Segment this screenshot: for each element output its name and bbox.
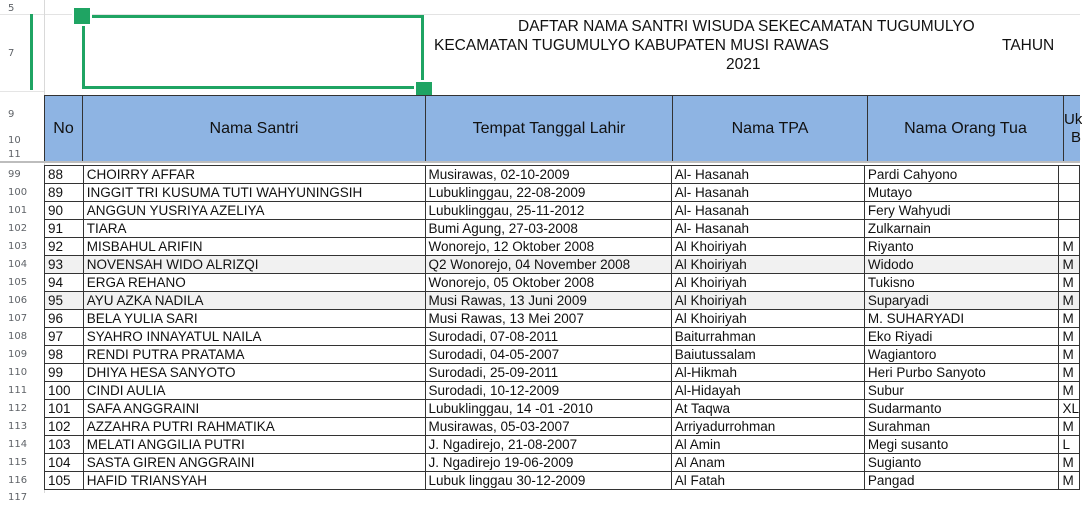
- row-number[interactable]: 9: [8, 109, 15, 120]
- cell-no[interactable]: 101: [45, 400, 84, 418]
- cell-tpa[interactable]: Baiutussalam: [671, 346, 864, 364]
- cell-orang-tua[interactable]: Heri Purbo Sanyoto: [864, 364, 1059, 382]
- cell-ttl[interactable]: Musirawas, 05-03-2007: [425, 418, 671, 436]
- cell-ttl[interactable]: J. Ngadirejo 19-06-2009: [425, 454, 671, 472]
- cell-tpa[interactable]: Al-Hidayah: [671, 382, 864, 400]
- cell-nama-santri[interactable]: SYAHRO INNAYATUL NAILA: [83, 328, 425, 346]
- cell-orang-tua[interactable]: M. SUHARYADI: [864, 310, 1059, 328]
- table-row[interactable]: [45, 310, 1080, 328]
- row-number[interactable]: 102: [8, 223, 28, 234]
- cell-ttl[interactable]: Surodadi, 25-09-2011: [425, 364, 671, 382]
- column-header-tpa[interactable]: Nama TPA: [672, 95, 868, 162]
- cell-no[interactable]: 90: [45, 202, 84, 220]
- table-row[interactable]: [45, 328, 1080, 346]
- cell-tpa[interactable]: Al Amin: [671, 436, 864, 454]
- cell-no[interactable]: 94: [45, 274, 84, 292]
- row-number[interactable]: 101: [8, 205, 28, 216]
- table-row[interactable]: [45, 364, 1080, 382]
- cell-ttl[interactable]: Lubuklinggau, 14 -01 -2010: [425, 400, 671, 418]
- row-number[interactable]: 114: [8, 439, 28, 450]
- cell-tpa[interactable]: Al Fatah: [671, 472, 864, 490]
- table-row[interactable]: [45, 256, 1080, 274]
- cell-no[interactable]: 96: [45, 310, 84, 328]
- cell-tpa[interactable]: Arriyadurrohman: [671, 418, 864, 436]
- cell-ttl[interactable]: Surodadi, 10-12-2009: [425, 382, 671, 400]
- cell-orang-tua[interactable]: Sugianto: [864, 454, 1059, 472]
- cell-tpa[interactable]: Al- Hasanah: [671, 220, 864, 238]
- cell-ukuran[interactable]: M: [1059, 256, 1080, 274]
- cell-ukuran[interactable]: M: [1059, 454, 1080, 472]
- cell-tpa[interactable]: Al Khoiriyah: [671, 292, 864, 310]
- cell-nama-santri[interactable]: AYU AZKA NADILA: [83, 292, 425, 310]
- cell-orang-tua[interactable]: Eko Riyadi: [864, 328, 1059, 346]
- cell-no[interactable]: 88: [45, 166, 84, 184]
- row-number[interactable]: 99: [8, 169, 21, 180]
- table-row[interactable]: [45, 292, 1080, 310]
- cell-ukuran[interactable]: M: [1059, 310, 1080, 328]
- row-number[interactable]: 108: [8, 331, 28, 342]
- cell-nama-santri[interactable]: RENDI PUTRA PRATAMA: [83, 346, 425, 364]
- table-row[interactable]: [45, 166, 1080, 184]
- table-row[interactable]: [45, 436, 1080, 454]
- cell-nama-santri[interactable]: DHIYA HESA SANYOTO: [83, 364, 425, 382]
- title-line-2-right: TAHUN: [1002, 37, 1055, 54]
- cell-tpa[interactable]: Al- Hasanah: [671, 166, 864, 184]
- table-row[interactable]: [45, 274, 1080, 292]
- row-divider: [0, 14, 44, 15]
- cell-ttl[interactable]: Musirawas, 02-10-2009: [425, 166, 671, 184]
- cell-orang-tua[interactable]: Zulkarnain: [864, 220, 1059, 238]
- cell-ukuran[interactable]: M: [1059, 382, 1080, 400]
- cell-no[interactable]: 95: [45, 292, 84, 310]
- row-number[interactable]: 106: [8, 295, 28, 306]
- row-number[interactable]: 103: [8, 241, 28, 252]
- selection-handle-top-left[interactable]: [72, 6, 92, 26]
- column-header-ukuran-top: Uk: [1064, 110, 1082, 128]
- cell-ukuran[interactable]: M: [1059, 364, 1080, 382]
- title-line-1: DAFTAR NAMA SANTRI WISUDA SEKECAMATAN TUGUMULYO: [518, 18, 975, 35]
- cell-ukuran[interactable]: M: [1059, 274, 1080, 292]
- cell-nama-santri[interactable]: MELATI ANGGILIA PUTRI: [83, 436, 425, 454]
- cell-tpa[interactable]: At Taqwa: [671, 400, 864, 418]
- cell-ttl[interactable]: Musi Rawas, 13 Mei 2007: [425, 310, 671, 328]
- cell-nama-santri[interactable]: CINDI AULIA: [83, 382, 425, 400]
- row-number[interactable]: 7: [8, 48, 15, 59]
- cell-no[interactable]: 98: [45, 346, 84, 364]
- cell-tpa[interactable]: Al- Hasanah: [671, 202, 864, 220]
- cell-orang-tua[interactable]: Pangad: [864, 472, 1059, 490]
- cell-tpa[interactable]: Al-Hikmah: [671, 364, 864, 382]
- cell-ukuran[interactable]: M: [1059, 472, 1080, 490]
- cell-ttl[interactable]: Wonorejo, 12 Oktober 2008: [425, 238, 671, 256]
- cell-ukuran[interactable]: M: [1059, 292, 1080, 310]
- row-number[interactable]: 104: [8, 259, 28, 270]
- cell-ttl[interactable]: Surodadi, 04-05-2007: [425, 346, 671, 364]
- cell-tpa[interactable]: Al- Hasanah: [671, 184, 864, 202]
- row-number[interactable]: 105: [8, 277, 28, 288]
- title-line-2: KECAMATAN TUGUMULYO KABUPATEN MUSI RAWAS: [434, 37, 830, 54]
- table-row[interactable]: [45, 184, 1080, 202]
- row-number[interactable]: 10: [8, 135, 21, 146]
- row-header-column: [0, 0, 45, 505]
- cell-nama-santri[interactable]: BELA YULIA SARI: [83, 310, 425, 328]
- cell-orang-tua[interactable]: Tukisno: [864, 274, 1059, 292]
- cell-no[interactable]: 91: [45, 220, 84, 238]
- column-header-no[interactable]: No: [44, 95, 83, 162]
- table-row[interactable]: [45, 400, 1080, 418]
- cell-orang-tua[interactable]: Widodo: [864, 256, 1059, 274]
- row-number[interactable]: 116: [8, 475, 28, 486]
- cell-ttl[interactable]: Bumi Agung, 27-03-2008: [425, 220, 671, 238]
- cell-nama-santri[interactable]: CHOIRRY AFFAR: [83, 166, 425, 184]
- row-number[interactable]: 5: [8, 3, 15, 14]
- row-divider: [0, 91, 44, 92]
- row-number[interactable]: 100: [8, 187, 28, 198]
- cell-orang-tua[interactable]: Suparyadi: [864, 292, 1059, 310]
- row-number[interactable]: 110: [8, 367, 28, 378]
- table-row[interactable]: [45, 382, 1080, 400]
- cell-no[interactable]: 102: [45, 418, 84, 436]
- cell-no[interactable]: 92: [45, 238, 84, 256]
- cell-ukuran[interactable]: [1059, 166, 1080, 184]
- cell-nama-santri[interactable]: MISBAHUL ARIFIN: [83, 238, 425, 256]
- cell-ttl[interactable]: Musi Rawas, 13 Juni 2009: [425, 292, 671, 310]
- row-number[interactable]: 107: [8, 313, 28, 324]
- cell-nama-santri[interactable]: ERGA REHANO: [83, 274, 425, 292]
- cell-selection[interactable]: [82, 15, 424, 89]
- cell-no[interactable]: 97: [45, 328, 84, 346]
- active-row-indicator: [30, 14, 33, 90]
- table-row[interactable]: [45, 238, 1080, 256]
- row-number[interactable]: 113: [8, 421, 28, 432]
- cell-ukuran[interactable]: M: [1059, 346, 1080, 364]
- cell-ttl[interactable]: Lubuklinggau, 22-08-2009: [425, 184, 671, 202]
- cell-nama-santri[interactable]: SASTA GIREN ANGGRAINI: [83, 454, 425, 472]
- row-number[interactable]: 117: [8, 492, 28, 503]
- row-number[interactable]: 111: [8, 385, 28, 396]
- column-header-ttl[interactable]: Tempat Tanggal Lahir: [425, 95, 673, 162]
- cell-ukuran[interactable]: XL: [1059, 400, 1080, 418]
- cell-orang-tua[interactable]: Mutayo: [864, 184, 1059, 202]
- cell-nama-santri[interactable]: SAFA ANGGRAINI: [83, 400, 425, 418]
- sheet-title[interactable]: [428, 14, 1068, 80]
- santri-table: [44, 165, 1080, 490]
- column-header-orang-tua[interactable]: Nama Orang Tua: [867, 95, 1064, 162]
- cell-orang-tua[interactable]: Surahman: [864, 418, 1059, 436]
- cell-orang-tua[interactable]: Sudarmanto: [864, 400, 1059, 418]
- table-row[interactable]: [45, 346, 1080, 364]
- table-row[interactable]: [45, 472, 1080, 490]
- cell-nama-santri[interactable]: HAFID TRIANSYAH: [83, 472, 425, 490]
- cell-ttl[interactable]: Lubuklinggau, 25-11-2012: [425, 202, 671, 220]
- table-row[interactable]: [45, 202, 1080, 220]
- cell-no[interactable]: 100: [45, 382, 84, 400]
- cell-orang-tua[interactable]: Pardi Cahyono: [864, 166, 1059, 184]
- cell-tpa[interactable]: Al Khoiriyah: [671, 310, 864, 328]
- column-header-ukuran-bottom: B: [1071, 128, 1082, 146]
- cell-ttl[interactable]: Surodadi, 07-08-2011: [425, 328, 671, 346]
- cell-tpa[interactable]: Baiturrahman: [671, 328, 864, 346]
- cell-ttl[interactable]: Q2 Wonorejo, 04 November 2008: [425, 256, 671, 274]
- cell-orang-tua[interactable]: Fery Wahyudi: [864, 202, 1059, 220]
- cell-tpa[interactable]: Al Anam: [671, 454, 864, 472]
- cell-ukuran[interactable]: [1059, 202, 1080, 220]
- cell-nama-santri[interactable]: ANGGUN YUSRIYA AZELIYA: [83, 202, 425, 220]
- cell-tpa[interactable]: Al Khoiriyah: [671, 274, 864, 292]
- cell-no[interactable]: 99: [45, 364, 84, 382]
- table-row[interactable]: [45, 418, 1080, 436]
- cell-no[interactable]: 105: [45, 472, 84, 490]
- cell-orang-tua[interactable]: Megi susanto: [864, 436, 1059, 454]
- grid-top-lines: [44, 0, 1080, 15]
- cell-no[interactable]: 103: [45, 436, 84, 454]
- cell-ukuran[interactable]: L: [1059, 436, 1080, 454]
- cell-nama-santri[interactable]: AZZAHRA PUTRI RAHMATIKA: [83, 418, 425, 436]
- cell-no[interactable]: 89: [45, 184, 84, 202]
- frozen-rows-divider[interactable]: [0, 161, 1080, 163]
- empty-grid-area[interactable]: [44, 493, 1080, 505]
- table-row[interactable]: [45, 220, 1080, 238]
- cell-ukuran[interactable]: [1059, 220, 1080, 238]
- cell-ukuran[interactable]: M: [1059, 418, 1080, 436]
- cell-ukuran[interactable]: M: [1059, 238, 1080, 256]
- row-number[interactable]: 115: [8, 457, 28, 468]
- cell-orang-tua[interactable]: Subur: [864, 382, 1059, 400]
- column-header-nama-santri[interactable]: Nama Santri: [82, 95, 426, 162]
- cell-nama-santri[interactable]: INGGIT TRI KUSUMA TUTI WAHYUNINGSIH: [83, 184, 425, 202]
- cell-ttl[interactable]: J. Ngadirejo, 21-08-2007: [425, 436, 671, 454]
- cell-ttl[interactable]: Wonorejo, 05 Oktober 2008: [425, 274, 671, 292]
- row-number[interactable]: 109: [8, 349, 28, 360]
- cell-no[interactable]: 93: [45, 256, 84, 274]
- table-row[interactable]: [45, 454, 1080, 472]
- title-line-3: 2021: [726, 56, 761, 73]
- column-header-ukuran[interactable]: [1063, 95, 1080, 162]
- cell-ukuran[interactable]: [1059, 184, 1080, 202]
- cell-orang-tua[interactable]: Wagiantoro: [864, 346, 1059, 364]
- cell-nama-santri[interactable]: NOVENSAH WIDO ALRIZQI: [83, 256, 425, 274]
- row-number[interactable]: 11: [8, 149, 21, 160]
- cell-orang-tua[interactable]: Riyanto: [864, 238, 1059, 256]
- cell-ttl[interactable]: Lubuk linggau 30-12-2009: [425, 472, 671, 490]
- cell-no[interactable]: 104: [45, 454, 84, 472]
- cell-ukuran[interactable]: M: [1059, 328, 1080, 346]
- row-number[interactable]: 112: [8, 403, 28, 414]
- cell-tpa[interactable]: Al Khoiriyah: [671, 256, 864, 274]
- cell-nama-santri[interactable]: TIARA: [83, 220, 425, 238]
- cell-tpa[interactable]: Al Khoiriyah: [671, 238, 864, 256]
